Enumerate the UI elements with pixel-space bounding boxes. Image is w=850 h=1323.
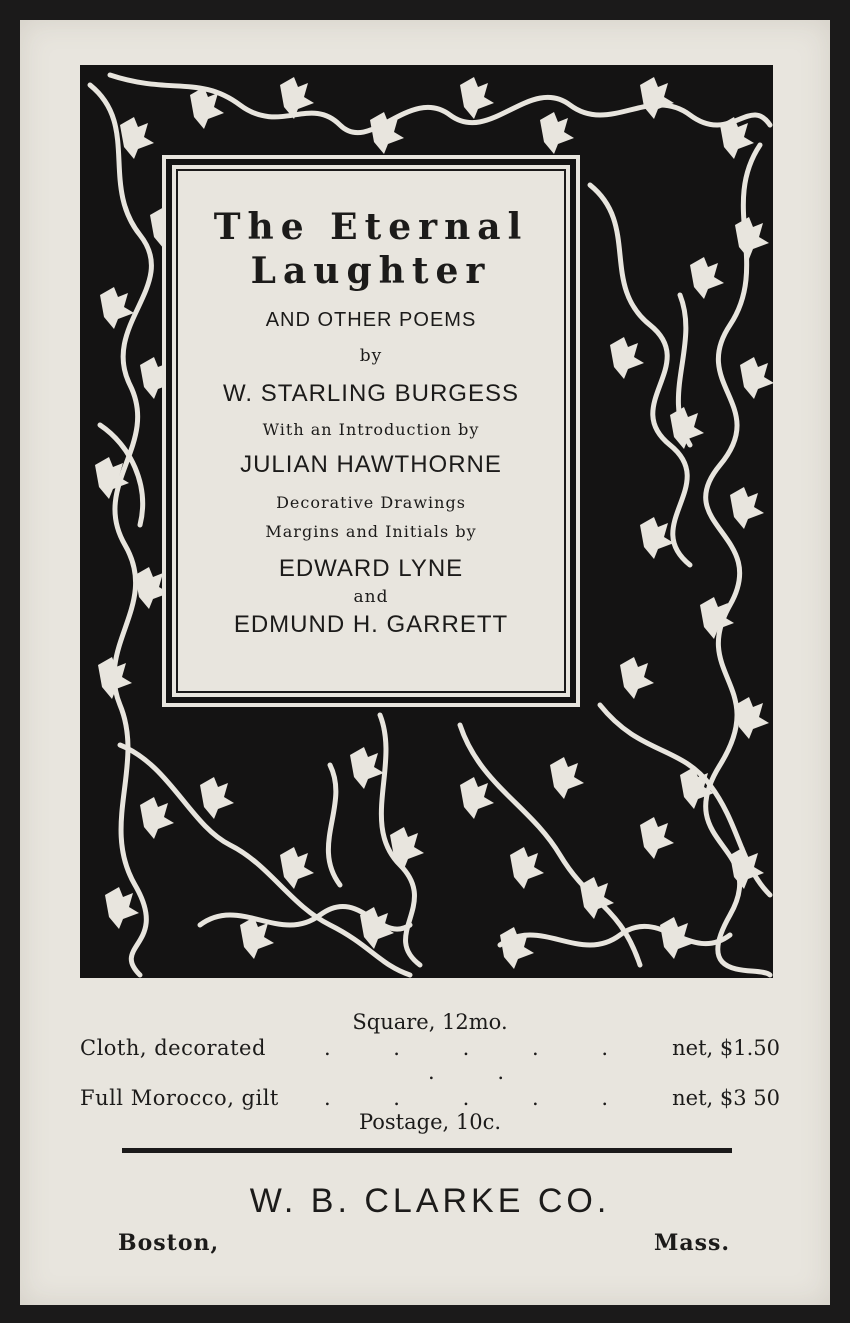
illustrator-name-1: EDWARD LYNE xyxy=(278,555,464,582)
price-row xyxy=(80,1036,780,1084)
divider-rule xyxy=(122,1148,732,1153)
publisher-state: Mass. xyxy=(654,1230,731,1256)
postage-line: Postage, 10c. xyxy=(358,1110,502,1134)
illustrator-name-2: EDMUND H. GARRETT xyxy=(233,611,509,638)
price-value: net, $3 50 xyxy=(672,1086,780,1110)
decorative-line-1: Decorative Drawings xyxy=(276,493,466,512)
decorative-line-2: Margins and Initials by xyxy=(265,522,477,541)
and-label: and xyxy=(353,587,389,607)
introduction-line: With an Introduction by xyxy=(262,420,480,439)
publisher-name: W. B. CLARKE CO. xyxy=(249,1182,611,1220)
book-title: The Eternal Laughter xyxy=(213,206,529,292)
title-inner-border xyxy=(176,169,566,693)
decorative-vine-panel xyxy=(80,65,773,978)
publisher-city: Boston, xyxy=(118,1230,220,1256)
advertisement-card xyxy=(20,20,830,1305)
price-row xyxy=(80,1086,780,1110)
author-name: W. STARLING BURGESS xyxy=(223,380,519,407)
book-subtitle: AND OTHER POEMS xyxy=(265,309,477,331)
by-label: by xyxy=(359,346,383,366)
price-item-label: Cloth, decorated xyxy=(80,1036,266,1060)
price-value: net, $1.50 xyxy=(672,1036,780,1060)
introducer-name: JULIAN HAWTHORNE xyxy=(240,451,502,478)
leader-dots: . . . . . . . xyxy=(323,1036,637,1084)
format-line: Square, 12mo. xyxy=(352,1010,508,1034)
price-item-label: Full Morocco, gilt xyxy=(80,1086,279,1110)
leader-dots: . . . . . xyxy=(323,1086,637,1110)
pricing-section xyxy=(80,1010,780,1134)
title-frame xyxy=(162,155,580,707)
